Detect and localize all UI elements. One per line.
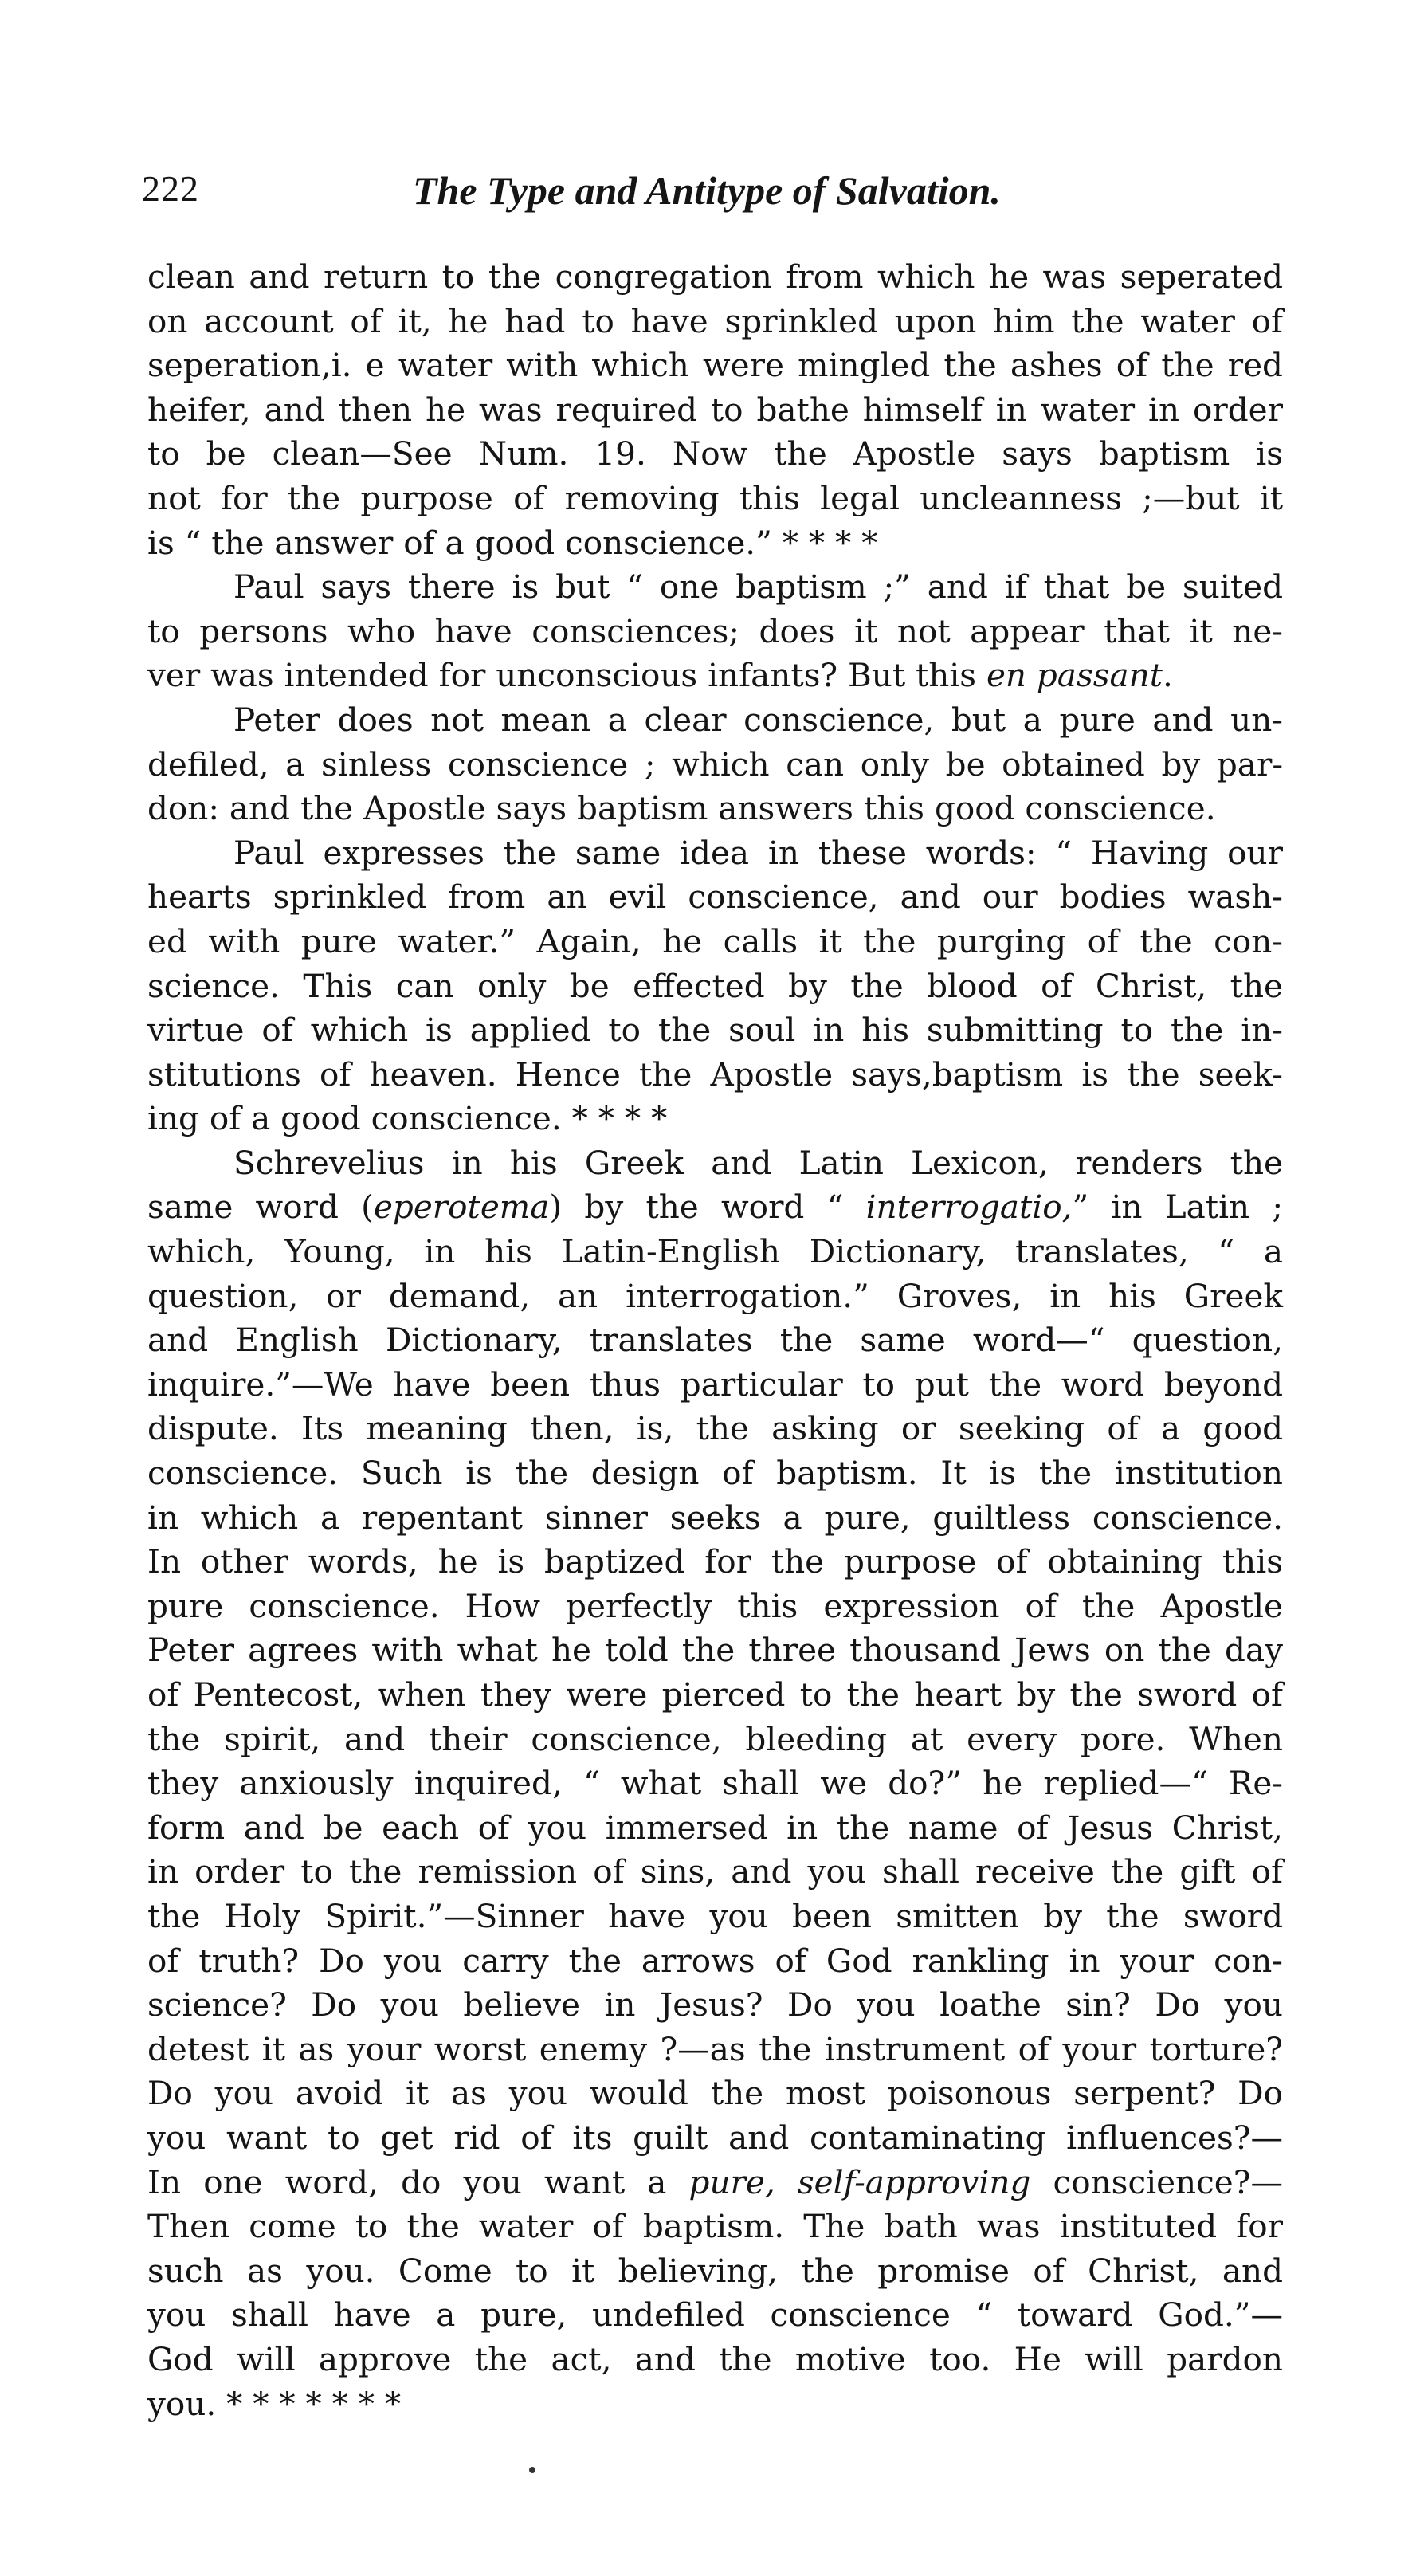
text-line: dispute. Its meaning then, is, the asking or seeking of a good	[147, 1409, 1283, 1448]
text-line: Peter agrees with what he told the three thousand Jews on the day	[147, 1631, 1283, 1670]
text-line: Peter does not mean a clear conscience, but a pure and un-	[233, 700, 1283, 739]
text-line: Paul says there is but “ one baptism ;” and if that be suited	[233, 567, 1283, 607]
text-line: In one word, do you want a pure, self-approving conscience?—	[147, 2162, 1283, 2201]
text-line: don: and the Apostle says baptism answers this good conscience.	[147, 789, 1216, 828]
text-line: to be clean—See Num. 19. Now the Apostle says baptism is	[147, 434, 1283, 473]
page-number: 222	[142, 168, 199, 209]
text-line: the spirit, and their conscience, bleeding at every pore. When	[147, 1719, 1283, 1758]
text-line: of truth? Do you carry the arrows of God rankling in your con-	[147, 1941, 1283, 1980]
text-line: you want to get rid of its guilt and contaminating influences?—	[147, 2118, 1283, 2157]
text-line: ver was intended for unconscious infants? But this en passant.	[147, 656, 1173, 695]
text-line: Paul expresses the same idea in these words: “ Having our	[233, 833, 1283, 872]
text-line: of Pentecost, when they were pierced to the heart by the sword of	[147, 1675, 1283, 1714]
text-line: inquire.”—We have been thus particular to put the word beyond	[147, 1365, 1283, 1404]
text-line: to persons who have consciences; does it not appear that it ne-	[147, 611, 1283, 650]
text-line: the Holy Spirit.”—Sinner have you been smitten by the sword	[147, 1896, 1283, 1935]
body-text	[147, 255, 1283, 2426]
text-line: clean and return to the congregation from which he was seperated	[147, 257, 1283, 296]
text-line: question, or demand, an interrogation.” Groves, in his Greek	[147, 1276, 1283, 1315]
text-line: defiled, a sinless conscience ; which can only be obtained by par-	[147, 744, 1283, 783]
text-line: hearts sprinkled from an evil conscience, and our bodies wash-	[147, 878, 1283, 917]
text-line: in order to the remission of sins, and you shall receive the gift of	[147, 1852, 1283, 1891]
text-line: you. * * * * * * *	[147, 2384, 402, 2423]
text-line: science? Do you believe in Jesus? Do you loathe sin? Do you	[147, 1985, 1283, 2024]
text-line: form and be each of you immersed in the name of Jesus Christ,	[147, 1808, 1283, 1847]
text-line: detest it as your worst enemy ?—as the instrument of your torture?	[147, 2029, 1283, 2068]
text-line: same word (eperotema) by the word “ interrogatio,” in Latin ;	[147, 1188, 1283, 1227]
text-line: in which a repentant sinner seeks a pure, guiltless conscience.	[147, 1498, 1283, 1537]
text-line: pure conscience. How perfectly this expression of the Apostle	[147, 1586, 1283, 1625]
text-line: seperation,i. e water with which were mingled the ashes of the red	[147, 346, 1283, 385]
text-line: Do you avoid it as you would the most poisonous serpent? Do	[147, 2074, 1283, 2113]
text-line: stitutions of heaven. Hence the Apostle says,baptism is the seek-	[147, 1054, 1283, 1094]
text-line: you shall have a pure, undefiled conscience “ toward God.”—	[147, 2295, 1283, 2334]
text-line: ed with pure water.” Again, he calls it the purging of the con-	[147, 921, 1283, 960]
text-line: not for the purpose of removing this legal uncleanness ;—but it	[147, 478, 1283, 517]
text-line: is “ the answer of a good conscience.” * * * *	[147, 523, 878, 562]
text-line: and English Dictionary, translates the same word—“ question,	[147, 1321, 1283, 1360]
text-line: science. This can only be effected by the blood of Christ, the	[147, 966, 1283, 1005]
text-line: Then come to the water of baptism. The bath was instituted for	[147, 2207, 1283, 2246]
text-line: such as you. Come to it believing, the promise of Christ, and	[147, 2251, 1283, 2290]
text-line: In other words, he is baptized for the purpose of obtaining this	[147, 1542, 1283, 1581]
text-line: on account of it, he had to have sprinkled upon him the water of	[147, 301, 1283, 340]
text-line: heifer, and then he was required to bathe himself in water in order	[147, 390, 1283, 429]
text-line: conscience. Such is the design of baptism. It is the institution	[147, 1454, 1283, 1493]
printer-mark-dot	[529, 2467, 535, 2473]
page-header	[142, 167, 1273, 223]
text-line: ing of a good conscience. * * * *	[147, 1099, 668, 1138]
text-line: they anxiously inquired, “ what shall we do?” he replied—“ Re-	[147, 1764, 1283, 1803]
text-line: God will approve the act, and the motive too. He will pardon	[147, 2339, 1283, 2378]
running-title: The Type and Antitype of Salvation.	[413, 168, 1001, 213]
text-line: virtue of which is applied to the soul in his submitting to the in-	[147, 1011, 1283, 1050]
text-line: which, Young, in his Latin-English Dictionary, translates, “ a	[147, 1232, 1283, 1271]
text-line: Schrevelius in his Greek and Latin Lexicon, renders the	[233, 1143, 1283, 1182]
